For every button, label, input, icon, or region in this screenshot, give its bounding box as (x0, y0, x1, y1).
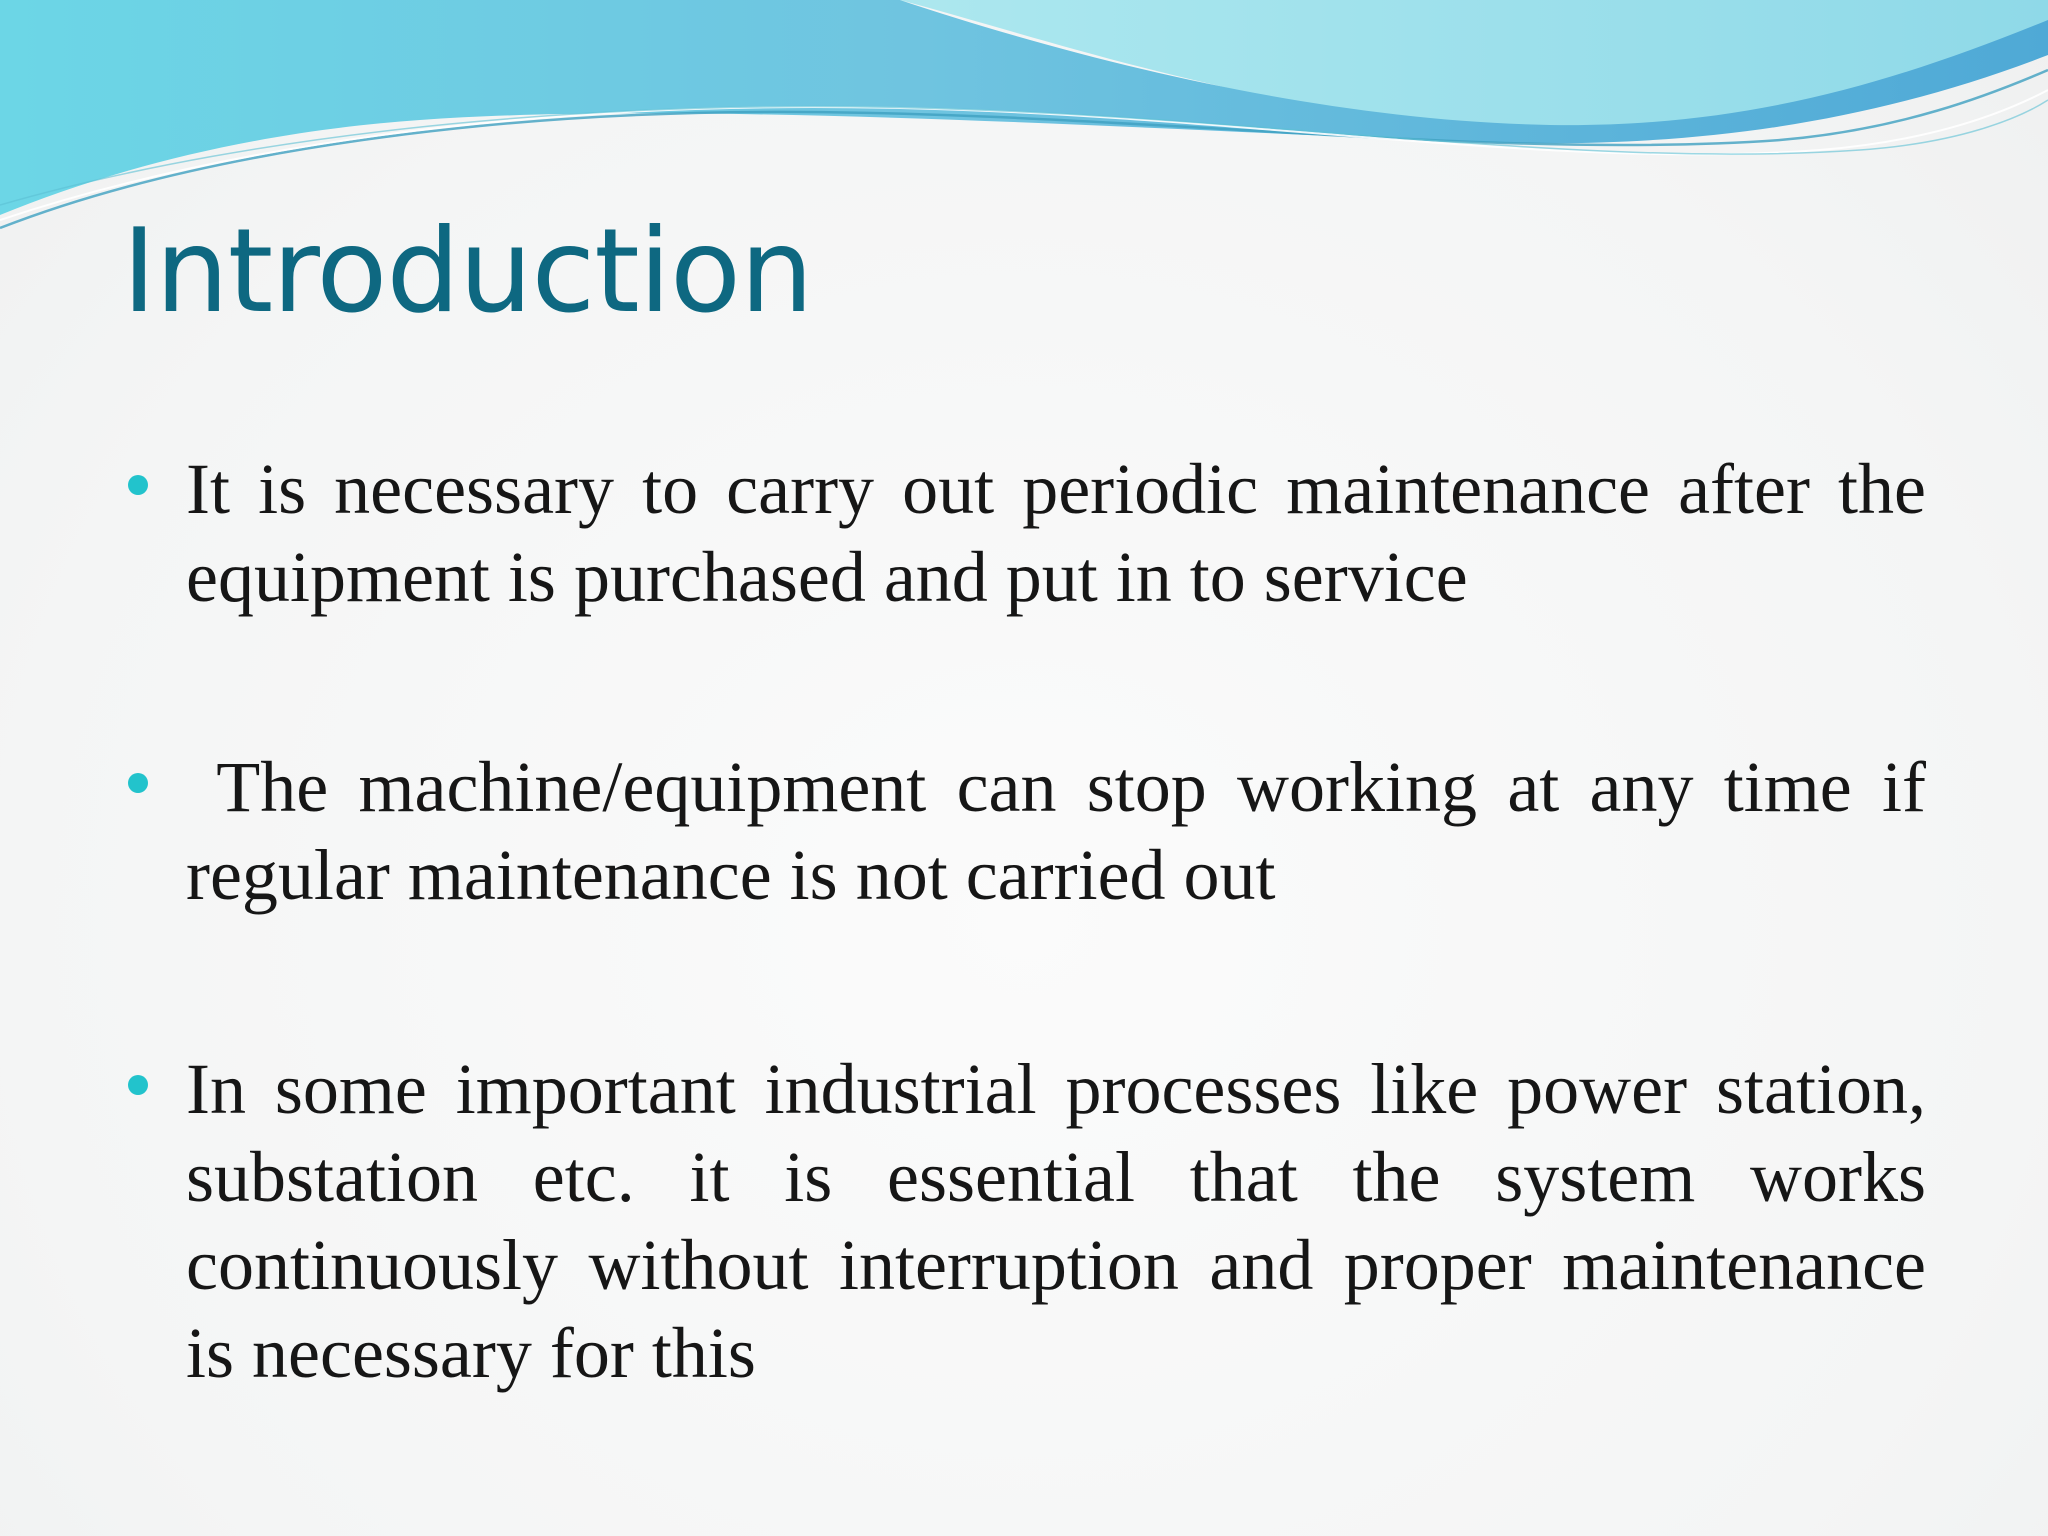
bullet-marker-icon (128, 1075, 148, 1095)
slide-title: Introduction (122, 204, 813, 339)
bullet-text: The machine/equipment can stop working at any time if regular maintenance is not carried out (186, 747, 1945, 915)
bullet-text: In some important industrial processes like power station, substation etc. it is essential that the system works continuously without interruption and proper maintenance is necessary for this (186, 1049, 1926, 1393)
bullet-text: It is necessary to carry out periodic maintenance after the equipment is purchased and put in to service (186, 449, 1926, 617)
bullet-marker-icon (128, 475, 148, 495)
bullet-marker-icon (128, 773, 148, 793)
